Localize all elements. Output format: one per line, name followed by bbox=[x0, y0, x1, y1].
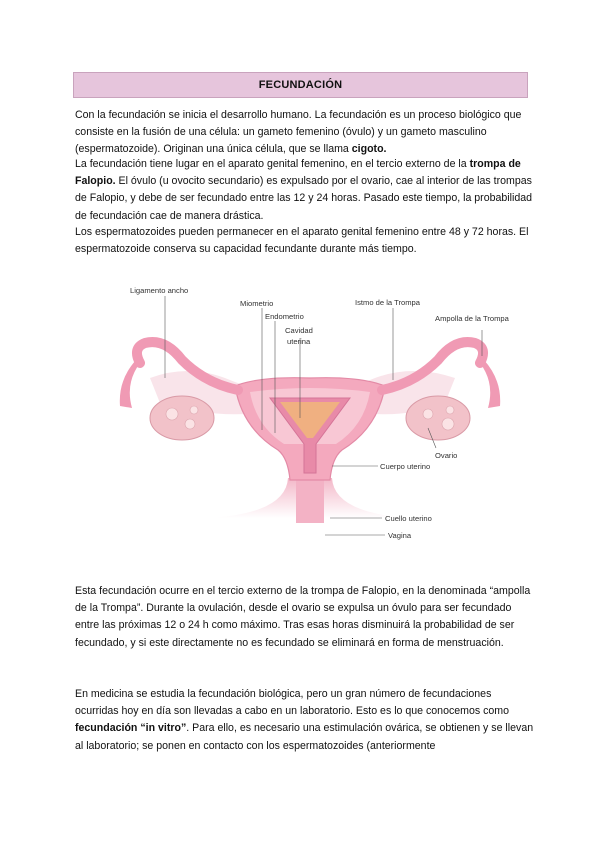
paragraph-text: La fecundación tiene lugar en el aparato genital femenino, en el tercio externo de la bbox=[75, 158, 470, 170]
right-ovary bbox=[406, 396, 470, 440]
label-ampolla: Ampolla de la Trompa bbox=[435, 314, 509, 323]
label-endometrio: Endometrio bbox=[265, 312, 304, 321]
bold-term-in-vitro: fecundación “in vitro” bbox=[75, 722, 187, 735]
page-title: FECUNDACIÓN bbox=[258, 79, 343, 91]
paragraph-ampolla bbox=[75, 583, 535, 652]
paragraph-sperm bbox=[75, 224, 535, 258]
paragraph-text: El óvulo (u ovocito secundario) es expulsado por el ovario, cae al interior de las trompas de Falopio, y debe de ser fecundado entre las 12 y 24 horas. Pasado este tiempo, la probabilidad de fecundación cae de manera drástica. bbox=[75, 175, 533, 222]
uterus-diagram bbox=[110, 268, 510, 546]
left-ovary bbox=[150, 396, 214, 440]
paragraph-location bbox=[75, 156, 535, 225]
label-cuello-uterino: Cuello uterino bbox=[385, 514, 432, 523]
bold-term-trompa: trompa de Falopio. bbox=[75, 158, 521, 188]
paragraph-text: En medicina se estudia la fecundación biológica, pero un gran número de fecundaciones ocurridas hoy en día son llevadas a cabo en un laboratorio. Esto es lo que conocemos como bbox=[75, 688, 510, 718]
bold-term-cigoto: cigoto. bbox=[351, 143, 387, 156]
label-miometrio: Miometrio bbox=[240, 299, 274, 308]
label-cuerpo-uterino: Cuerpo uterino bbox=[380, 462, 431, 471]
label-ovario: Ovario bbox=[435, 451, 458, 460]
label-uterina: uterina bbox=[287, 337, 311, 346]
title-bar bbox=[73, 72, 528, 98]
paragraph-intro bbox=[75, 107, 535, 159]
paragraph-text: . Para ello, es necesario una estimulación ovárica, se obtienen y se llevan al laboratorio; se ponen en contacto con los espermatozoides (anteriormente bbox=[75, 722, 534, 752]
paragraph-text: Los espermatozoides pueden permanecer en el aparato genital femenino entre 48 y 72 horas. El espermatozoide conserva su capacidad fecundante durante más tiempo. bbox=[75, 226, 529, 256]
uterus-illustration bbox=[110, 268, 510, 546]
label-cavidad: Cavidad bbox=[285, 326, 313, 335]
label-vagina: Vagina bbox=[388, 531, 412, 540]
right-fimbria bbox=[480, 360, 500, 408]
label-ligamento-ancho: Ligamento ancho bbox=[130, 286, 189, 295]
left-fimbria bbox=[120, 360, 140, 408]
paragraph-text: Con la fecundación se inicia el desarrollo humano. La fecundación es un proceso biológico que consiste en la fusión de una célula: un gameto femenino (óvulo) y un gameto masculino (espermatozoide). Originan una única célula, que se llama bbox=[75, 109, 522, 156]
label-istmo: Istmo de la Trompa bbox=[355, 298, 420, 307]
paragraph-in-vitro bbox=[75, 686, 535, 755]
paragraph-text: Esta fecundación ocurre en el tercio externo de la trompa de Falopio, en la denominada “ampolla de la Trompa”. Durante la ovulación, desde el ovario se expulsa un óvulo para ser fecundado entre las próximas 12 o 24 h como máximo. Tras esas horas disminuirá la probabilidad de ser fecundado, y si este directamente no es fecundado se eliminará en forma de menstruación. bbox=[75, 585, 531, 649]
